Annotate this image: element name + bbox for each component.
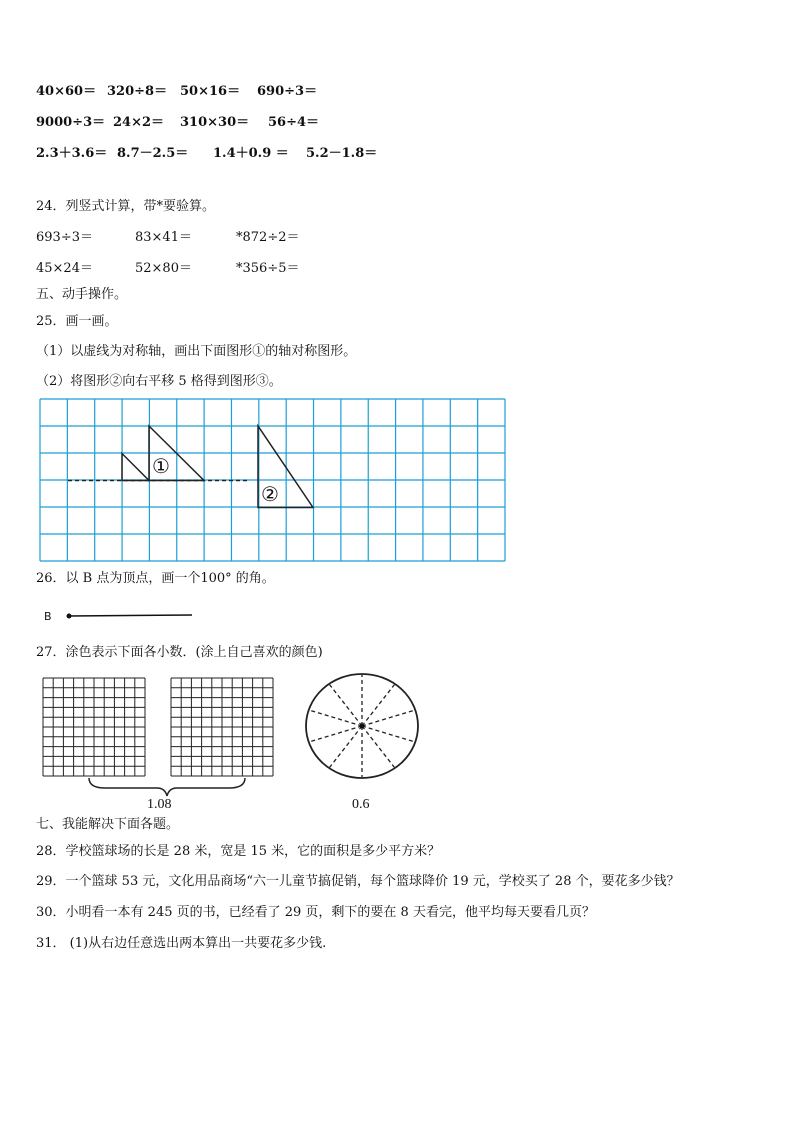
calc-item: 45×24＝ (36, 261, 93, 276)
angle-ray (65, 611, 225, 621)
question-25-title: 25．画一画。 (36, 314, 118, 329)
calc-item: 2.3＋3.6＝ (36, 146, 108, 161)
question-27-title: 27．涂色表示下面各小数．(涂上自己喜欢的颜色) (36, 645, 323, 660)
shape-1-label: ① (152, 456, 170, 478)
calc-item: 56÷4＝ (268, 115, 320, 130)
symmetry-grid (40, 399, 506, 562)
calc-item: 320÷8＝ (107, 84, 168, 99)
question-28: 28．学校篮球场的长是 28 米，宽是 15 米，它的面积是多少平方米？ (36, 844, 441, 859)
calc-item: 1.4＋0.9 ＝ (213, 146, 289, 161)
calc-item: *872÷2＝ (236, 230, 300, 245)
calc-item: 52×80＝ (135, 261, 192, 276)
shape-2-label: ② (261, 484, 279, 506)
section-heading-5: 五、动手操作。 (36, 287, 128, 302)
question-26-title: 26．以 B 点为顶点，画一个100° 的角。 (36, 571, 275, 586)
calc-item: 5.2－1.8＝ (306, 146, 378, 161)
grids-decimal-label: 1.08 (147, 797, 172, 812)
hundred-grid-left (42, 677, 146, 777)
question-25-sub2: （2）将图形②向右平移 5 格得到图形③。 (36, 374, 282, 389)
calc-item: 24×2＝ (113, 115, 165, 130)
circle-decimal-label: 0.6 (352, 797, 370, 812)
calc-item: 40×60＝ (36, 84, 97, 99)
question-24-title: 24．列竖式计算，带*要验算。 (36, 199, 216, 214)
calc-item: 83×41＝ (135, 230, 192, 245)
calc-item: *356÷5＝ (236, 261, 300, 276)
question-29: 29．一个篮球 53 元，文化用品商场“六一儿童节搞促销，每个篮球降价 19 元，学校买了 28 个，要花多少钱？ (36, 874, 680, 889)
hundred-grid-right (170, 677, 274, 777)
grids-brace (87, 776, 247, 798)
calc-item: 693÷3＝ (36, 230, 93, 245)
calc-item: 9000÷3＝ (36, 115, 106, 130)
point-b-label: B (44, 610, 52, 623)
calc-item: 50×16＝ (180, 84, 241, 99)
calc-item: 310×30＝ (180, 115, 250, 130)
calc-item: 8.7－2.5＝ (117, 146, 189, 161)
calc-item: 690÷3＝ (257, 84, 318, 99)
question-31: 31． (1)从右边任意选出两本算出一共要花多少钱. (36, 936, 327, 951)
shape-1-small-triangle (122, 454, 149, 481)
section-heading-7: 七、我能解决下面各题。 (36, 817, 180, 832)
question-25-sub1: （1）以虚线为对称轴，画出下面图形①的轴对称图形。 (36, 344, 357, 359)
question-30: 30．小明看一本有 245 页的书，已经看了 29 页，剩下的要在 8 天看完，他平均每天要看几页？ (36, 905, 595, 920)
fraction-circle (304, 672, 428, 782)
